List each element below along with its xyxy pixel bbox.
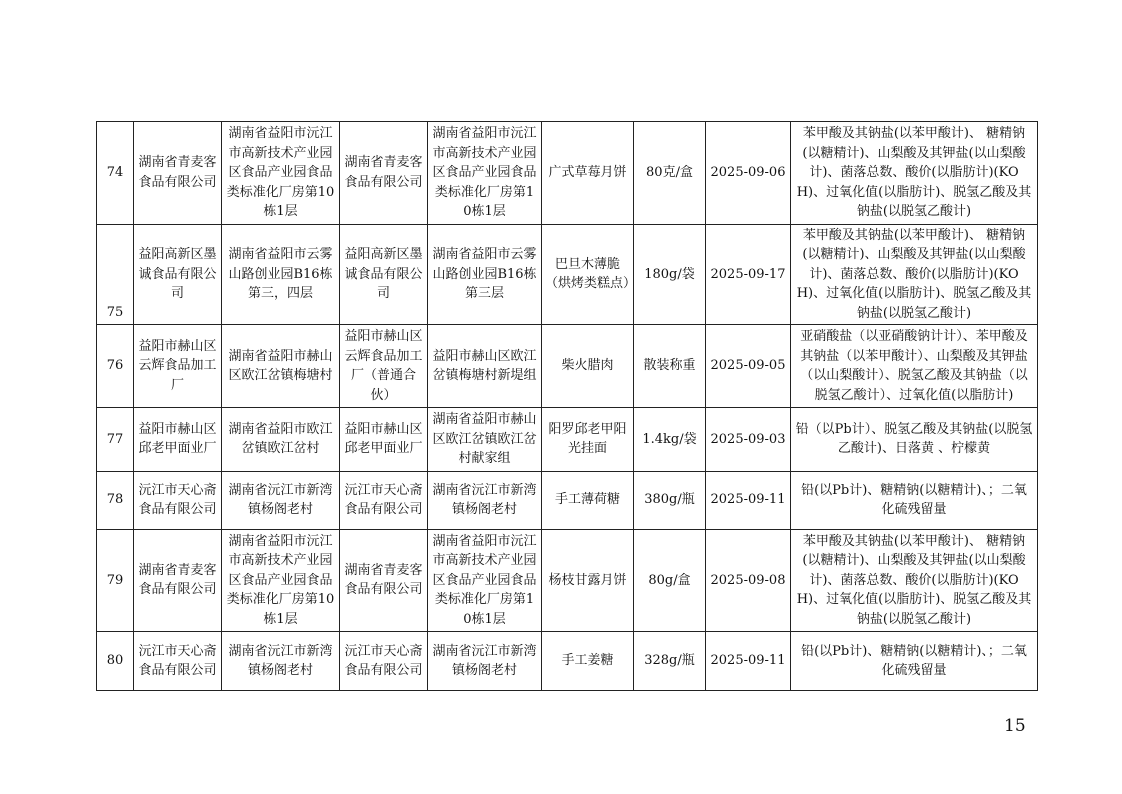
seller-address: 湖南省益阳市沅江市高新技术产业园区食品产业园食品类标准化厂房第10栋1层 xyxy=(428,529,542,632)
producer-name: 湖南省青麦客食品有限公司 xyxy=(134,122,222,225)
sampling-table xyxy=(96,121,1038,691)
producer-address: 湖南省益阳市欧江岔镇欧江岔村 xyxy=(222,408,340,472)
production-date: 2025-09-05 xyxy=(706,325,791,408)
seller-name: 益阳市赫山区邱老甲面业厂 xyxy=(340,408,428,472)
seller-address: 益阳市赫山区欧江岔镇梅塘村新堤组 xyxy=(428,325,542,408)
row-number: 77 xyxy=(97,408,134,472)
producer-name: 益阳市赫山区云辉食品加工厂 xyxy=(134,325,222,408)
test-items: 铅(以Pb计)、糖精钠(以糖精计)、；二氧化硫残留量 xyxy=(791,632,1038,691)
production-date: 2025-09-03 xyxy=(706,408,791,472)
row-number: 75 xyxy=(97,224,134,325)
seller-name: 湖南省青麦客食品有限公司 xyxy=(340,122,428,225)
production-date: 2025-09-11 xyxy=(706,471,791,529)
product-spec: 1.4kg/袋 xyxy=(634,408,706,472)
seller-name: 湖南省青麦客食品有限公司 xyxy=(340,529,428,632)
producer-name: 沅江市天心斋食品有限公司 xyxy=(134,632,222,691)
table-row xyxy=(97,529,1038,632)
producer-address: 湖南省益阳市赫山区欧江岔镇梅塘村 xyxy=(222,325,340,408)
test-items: 苯甲酸及其钠盐(以苯甲酸计)、 糖精钠(以糖精计)、山梨酸及其钾盐(以山梨酸计)、菌落总数、酸价(以脂肪计)(KOH)、过氧化值(以脂肪计)、脱氢乙酸及其钠盐(以脱氢乙酸计) xyxy=(791,529,1038,632)
test-items: 铅（以Pb计）、脱氢乙酸及其钠盐(以脱氢乙酸计)、日落黄 、柠檬黄 xyxy=(791,408,1038,472)
seller-address: 湖南省沅江市新湾镇杨阁老村 xyxy=(428,471,542,529)
seller-name: 益阳市赫山区云辉食品加工厂（普通合伙） xyxy=(340,325,428,408)
producer-address: 湖南省益阳市沅江市高新技术产业园区食品产业园食品类标准化厂房第10栋1层 xyxy=(222,122,340,225)
row-number: 76 xyxy=(97,325,134,408)
seller-address: 湖南省益阳市云雾山路创业园B16栋第三层 xyxy=(428,224,542,325)
producer-address: 湖南省益阳市云雾山路创业园B16栋第三，四层 xyxy=(222,224,340,325)
producer-address: 湖南省益阳市沅江市高新技术产业园区食品产业园食品类标准化厂房第10栋1层 xyxy=(222,529,340,632)
product-name: 杨枝甘露月饼 xyxy=(542,529,634,632)
producer-address: 湖南省沅江市新湾镇杨阁老村 xyxy=(222,632,340,691)
row-number: 74 xyxy=(97,122,134,225)
product-spec: 散装称重 xyxy=(634,325,706,408)
producer-name: 沅江市天心斋食品有限公司 xyxy=(134,471,222,529)
product-spec: 380g/瓶 xyxy=(634,471,706,529)
row-number: 80 xyxy=(97,632,134,691)
product-name: 手工薄荷糖 xyxy=(542,471,634,529)
production-date: 2025-09-11 xyxy=(706,632,791,691)
product-name: 阳罗邱老甲阳光挂面 xyxy=(542,408,634,472)
seller-name: 沅江市天心斋食品有限公司 xyxy=(340,632,428,691)
producer-name: 益阳高新区墨诚食品有限公司 xyxy=(134,224,222,325)
seller-name: 益阳高新区墨诚食品有限公司 xyxy=(340,224,428,325)
table-row xyxy=(97,224,1038,325)
product-spec: 328g/瓶 xyxy=(634,632,706,691)
producer-name: 益阳市赫山区邱老甲面业厂 xyxy=(134,408,222,472)
producer-name: 湖南省青麦客食品有限公司 xyxy=(134,529,222,632)
seller-address: 湖南省益阳市沅江市高新技术产业园区食品产业园食品类标准化厂房第10栋1层 xyxy=(428,122,542,225)
test-items: 苯甲酸及其钠盐(以苯甲酸计)、 糖精钠(以糖精计)、山梨酸及其钾盐(以山梨酸计)、菌落总数、酸价(以脂肪计)(KOH)、过氧化值(以脂肪计)、脱氢乙酸及其钠盐(以脱氢乙酸计) xyxy=(791,224,1038,325)
product-spec: 80克/盒 xyxy=(634,122,706,225)
product-name: 广式草莓月饼 xyxy=(542,122,634,225)
table-row xyxy=(97,632,1038,691)
seller-address: 湖南省益阳市赫山区欧江岔镇欧江岔村献家组 xyxy=(428,408,542,472)
production-date: 2025-09-06 xyxy=(706,122,791,225)
table-row xyxy=(97,122,1038,225)
table-row xyxy=(97,471,1038,529)
product-name: 手工姜糖 xyxy=(542,632,634,691)
seller-name: 沅江市天心斋食品有限公司 xyxy=(340,471,428,529)
product-name: 巴旦木薄脆（烘烤类糕点） xyxy=(542,224,634,325)
production-date: 2025-09-08 xyxy=(706,529,791,632)
test-items: 苯甲酸及其钠盐(以苯甲酸计)、 糖精钠(以糖精计)、山梨酸及其钾盐(以山梨酸计)、菌落总数、酸价(以脂肪计)(KOH)、过氧化值(以脂肪计)、脱氢乙酸及其钠盐(以脱氢乙酸计) xyxy=(791,122,1038,225)
producer-address: 湖南省沅江市新湾镇杨阁老村 xyxy=(222,471,340,529)
row-number: 79 xyxy=(97,529,134,632)
table-row xyxy=(97,408,1038,472)
test-items: 铅(以Pb计)、糖精钠(以糖精计)、；二氧化硫残留量 xyxy=(791,471,1038,529)
product-name: 柴火腊肉 xyxy=(542,325,634,408)
page-number: 15 xyxy=(1004,716,1026,736)
table-row xyxy=(97,325,1038,408)
production-date: 2025-09-17 xyxy=(706,224,791,325)
product-spec: 180g/袋 xyxy=(634,224,706,325)
row-number: 78 xyxy=(97,471,134,529)
test-items: 亚硝酸盐（以亚硝酸钠计计）、苯甲酸及其钠盐（以苯甲酸计）、山梨酸及其钾盐（以山梨酸计）、脱氢乙酸及其钠盐（以脱氢乙酸计）、过氧化值(以脂肪计) xyxy=(791,325,1038,408)
product-spec: 80g/盒 xyxy=(634,529,706,632)
seller-address: 湖南省沅江市新湾镇杨阁老村 xyxy=(428,632,542,691)
